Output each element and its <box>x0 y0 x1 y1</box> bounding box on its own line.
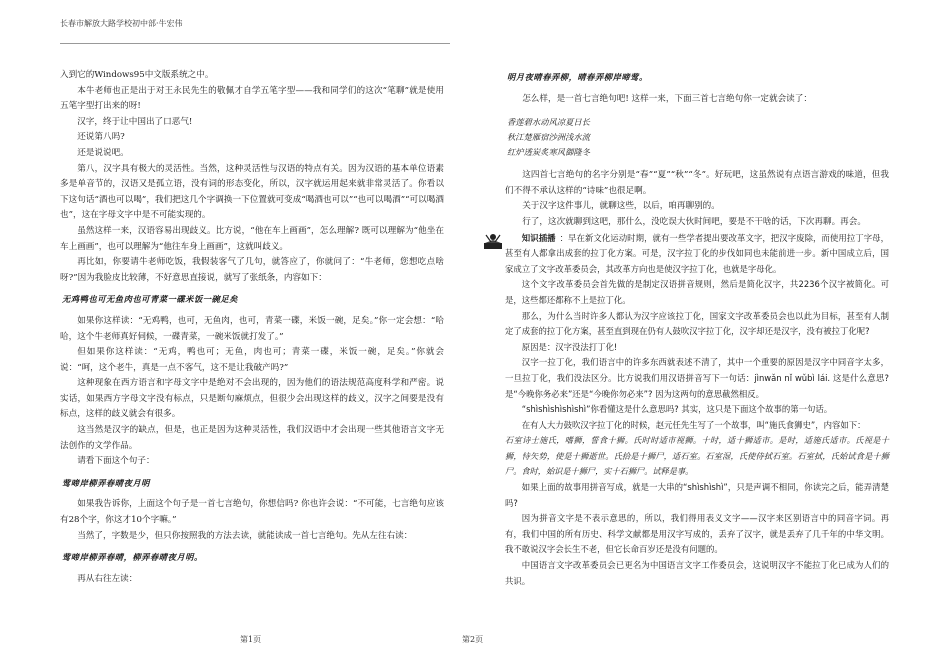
paragraph: 再比如，你要请牛老师吃饭，我假装客气了几句，就答应了，你就问了：“牛老师，您想吃点啥呀?”因为我脸皮比较薄，不好意思直接说，就写了张纸条，内容如下： <box>60 257 444 283</box>
paragraph: 还说第八吗? <box>77 132 125 143</box>
verse-line: 香莲碧水动风凉夏日长 <box>507 117 590 128</box>
knowledge-section <box>505 231 889 278</box>
paragraph: 那么，为什么当时许多人都认为汉字应该拉丁化，国家文字改革委员会也以此为目标，甚至有人制定了成套的拉丁化方案，甚至直到现在仍有人鼓吹汉字拉丁化，汉字却还是汉字，没有被拉丁化呢? <box>505 310 889 337</box>
paragraph: 关于汉字这件事儿，就聊这些，以后，咱再聊别的。 <box>522 201 720 212</box>
page-number: 第1页 <box>240 635 262 644</box>
paragraph: 如果上面的故事用拼音写成，就是一大串的“shìshìshì”，只是声调不相同，你读完之后，能弄清楚吗? <box>505 482 889 508</box>
paragraph: 请看下面这个句子： <box>77 456 155 467</box>
book-reading-icon <box>483 233 503 251</box>
paragraph: 当然了，字数是少，但只你按照我的方法去读，就能读成一首七言绝句。先从左往右读： <box>77 530 413 541</box>
paragraph: 因为拼音文字是不表示意思的，所以，我们得用表义文字——汉字来区别语言中的同音字词。再有，我们中国的所有历史、科学文献都是用汉字写成的，丢弃了汉字，就是丢弃了几千年的中华文明。我不敢说汉字会长生不老，但它长命百岁还是没有问题的。 <box>505 513 889 555</box>
paragraph: 这四首七言绝句的名字分别是“春”“夏”“秋”“冬”。好玩吧，这虽然说有点语言游戏的味道，但我们不得不承认这样的“诗味”也很足啊。 <box>505 170 889 196</box>
paragraph: 这种现象在西方语言和字母文字中是绝对不会出现的，因为他们的语法规范高度科学和严密。说实话，如果西方字母文字没有标点，只是断句麻烦点，但很少会出现这样的歧义，汉字之间要是没有标点，这样的歧义就会有很多。 <box>60 378 444 420</box>
paragraph: 行了，这次就聊到这吧，那什么，没吃误大伙时间吧，要是不干啥的话，下次再聊。再会。 <box>522 216 866 227</box>
paragraph: 汉字一拉丁化，我们语言中的许多东西就表述不清了，其中一个重要的原因是汉字中同音字太多，一旦拉丁化，我们没法区分。比方说我们用汉语拼音写下一句话：jìnwǎn nǐ wǔbì lái. 这是什么意思? 是“今晚你务必来”还是“今晚你勿必来”? 因为这两句的意思截然相反。 <box>505 357 889 399</box>
verse-line: 莺啼岸柳弄春晴夜月明 <box>62 477 150 488</box>
paragraph: 再从右往左读： <box>77 573 138 584</box>
verse-line: 红炉透炭炙寒风御隆冬 <box>507 147 590 158</box>
paragraph: 如果我告诉你，上面这个句子是一首七言绝句，你想信吗? 你也许会说：“不可能，七言绝句应该有28个字，你这才10个字嘛。” <box>60 499 444 526</box>
paragraph: 虽然这样一来，汉语容易出现歧义。比方说，“他在车上画画”，怎么理解? 既可以理解为“他坐在车上画画”，也可以理解为“他往车身上画画”，这就叫歧义。 <box>60 225 444 252</box>
knowledge-intro: ：早在新文化运动时期，就有一些学者提出要改革文字，把汉字废除，而使用拉丁字母，甚至有人都拿出成套的拉丁化方案。可是，汉字拉丁化的步伐如同也未能前进一步。新中国成立后，国家成立了文字改革委员会，其改革方向也是使汉字拉丁化，也就是字母化。 <box>505 232 890 274</box>
paragraph: 这个文字改革委员会首先做的是制定汉语拼音规则，然后是简化汉字，共2236个汉字被简化。可是，这些都还都称不上是拉丁化。 <box>505 279 889 305</box>
paragraph: 但如果你这样读：“无鸡，鸭也可；无鱼，肉也可；青菜一碟，米饭一碗，足矣。”你就会说：“呵，这个老牛，真是一点不客气，这不是让我破产吗?” <box>60 347 444 373</box>
header-rule <box>60 43 450 44</box>
page-header: 长春市解放大路学校初中部·牛宏伟 <box>60 19 183 28</box>
paragraph: 入到它的Windows95中文版系统之中。 <box>60 70 214 80</box>
paragraph: 怎么样，是一首七言绝句吧! 这样一来，下面三首七言绝句你一定就会读了： <box>522 93 812 104</box>
paragraph: 这当然是汉字的缺点，但是，也正是因为这种灵活性，我们汉语中才会出现一些其他语言文字无法创作的文学作品。 <box>60 425 444 451</box>
verse-line: 明月夜晴春弄柳，晴春弄柳岸啼莺。 <box>507 72 648 82</box>
paragraph: 原因是：汉字没法打丁化! <box>521 341 618 352</box>
verse-line: 秋江楚雁宿沙洲浅水流 <box>507 132 590 143</box>
paragraph: 如果你这样读：“无鸡鸭，也可，无鱼肉，也可，青菜一碟，米饭一碗，足矣。”你一定会想：“哈哈，这个牛老师真好伺候，一碟青菜，一碗米饭就打发了。” <box>60 315 444 342</box>
paragraph: 第八，汉字具有极大的灵活性。当然，这种灵活性与汉语的特点有关。因为汉语的基本单位语素多是单音节的，汉语又是孤立语，没有词的形态变化，所以，汉字就运用起来就非常灵活了。你看以下这句话“酒也可以喝”，我们把这几个字调换一下位置就可变成“喝酒也可以”“也可以喝酒”“可以喝酒也”，这在字母文字中是不可能实现的。 <box>60 163 444 221</box>
knowledge-label: 知识插播 <box>521 232 556 243</box>
right-column <box>505 70 889 589</box>
page-number: 第2页 <box>462 635 484 644</box>
paragraph: 中国语言文字改革委员会已更名为中国语言文字工作委员会，这说明汉字不能拉丁化已成为人们的共识。 <box>505 560 889 586</box>
verse-line: 无鸡鸭也可无鱼肉也可青菜一碟米饭一碗足矣 <box>62 294 238 305</box>
story-text: 石室诗士施氏，嗜狮，誓食十狮。氏时时适市视狮。十时，适十狮适市。是时，适施氏适市。氏视是十狮，恃矢势，使是十狮逝世。氏拾是十狮尸，适石室。石室湿，氏使侍拭石室。石室拭，氏始试食是十狮尸。食时，始识是十狮尸，实十石狮尸。试释是事。 <box>505 435 889 477</box>
paragraph: “shìshìshìshìshì”你看懂这是什么意思吗? 其实，这只是下面这个故事的第一句话。 <box>521 404 833 415</box>
paragraph: 在有人大力鼓吹汉字拉丁化的时候，赵元任先生写了一个故事，叫“施氏食狮史”，内容如下： <box>521 419 866 430</box>
paragraph: 汉字，终于让中国出了口恶气! <box>77 116 193 127</box>
verse-line: 莺啼岸柳弄春晴，柳弄春晴夜月明。 <box>62 552 203 563</box>
left-column <box>60 68 444 587</box>
paragraph: 本牛老师也正是出于对王永民先生的敬佩才自学五笔字型——我和同学们的这次“笔聊”就是使用五笔字型打出来的呀! <box>60 85 444 112</box>
paragraph: 还是说说吧。 <box>77 147 129 158</box>
